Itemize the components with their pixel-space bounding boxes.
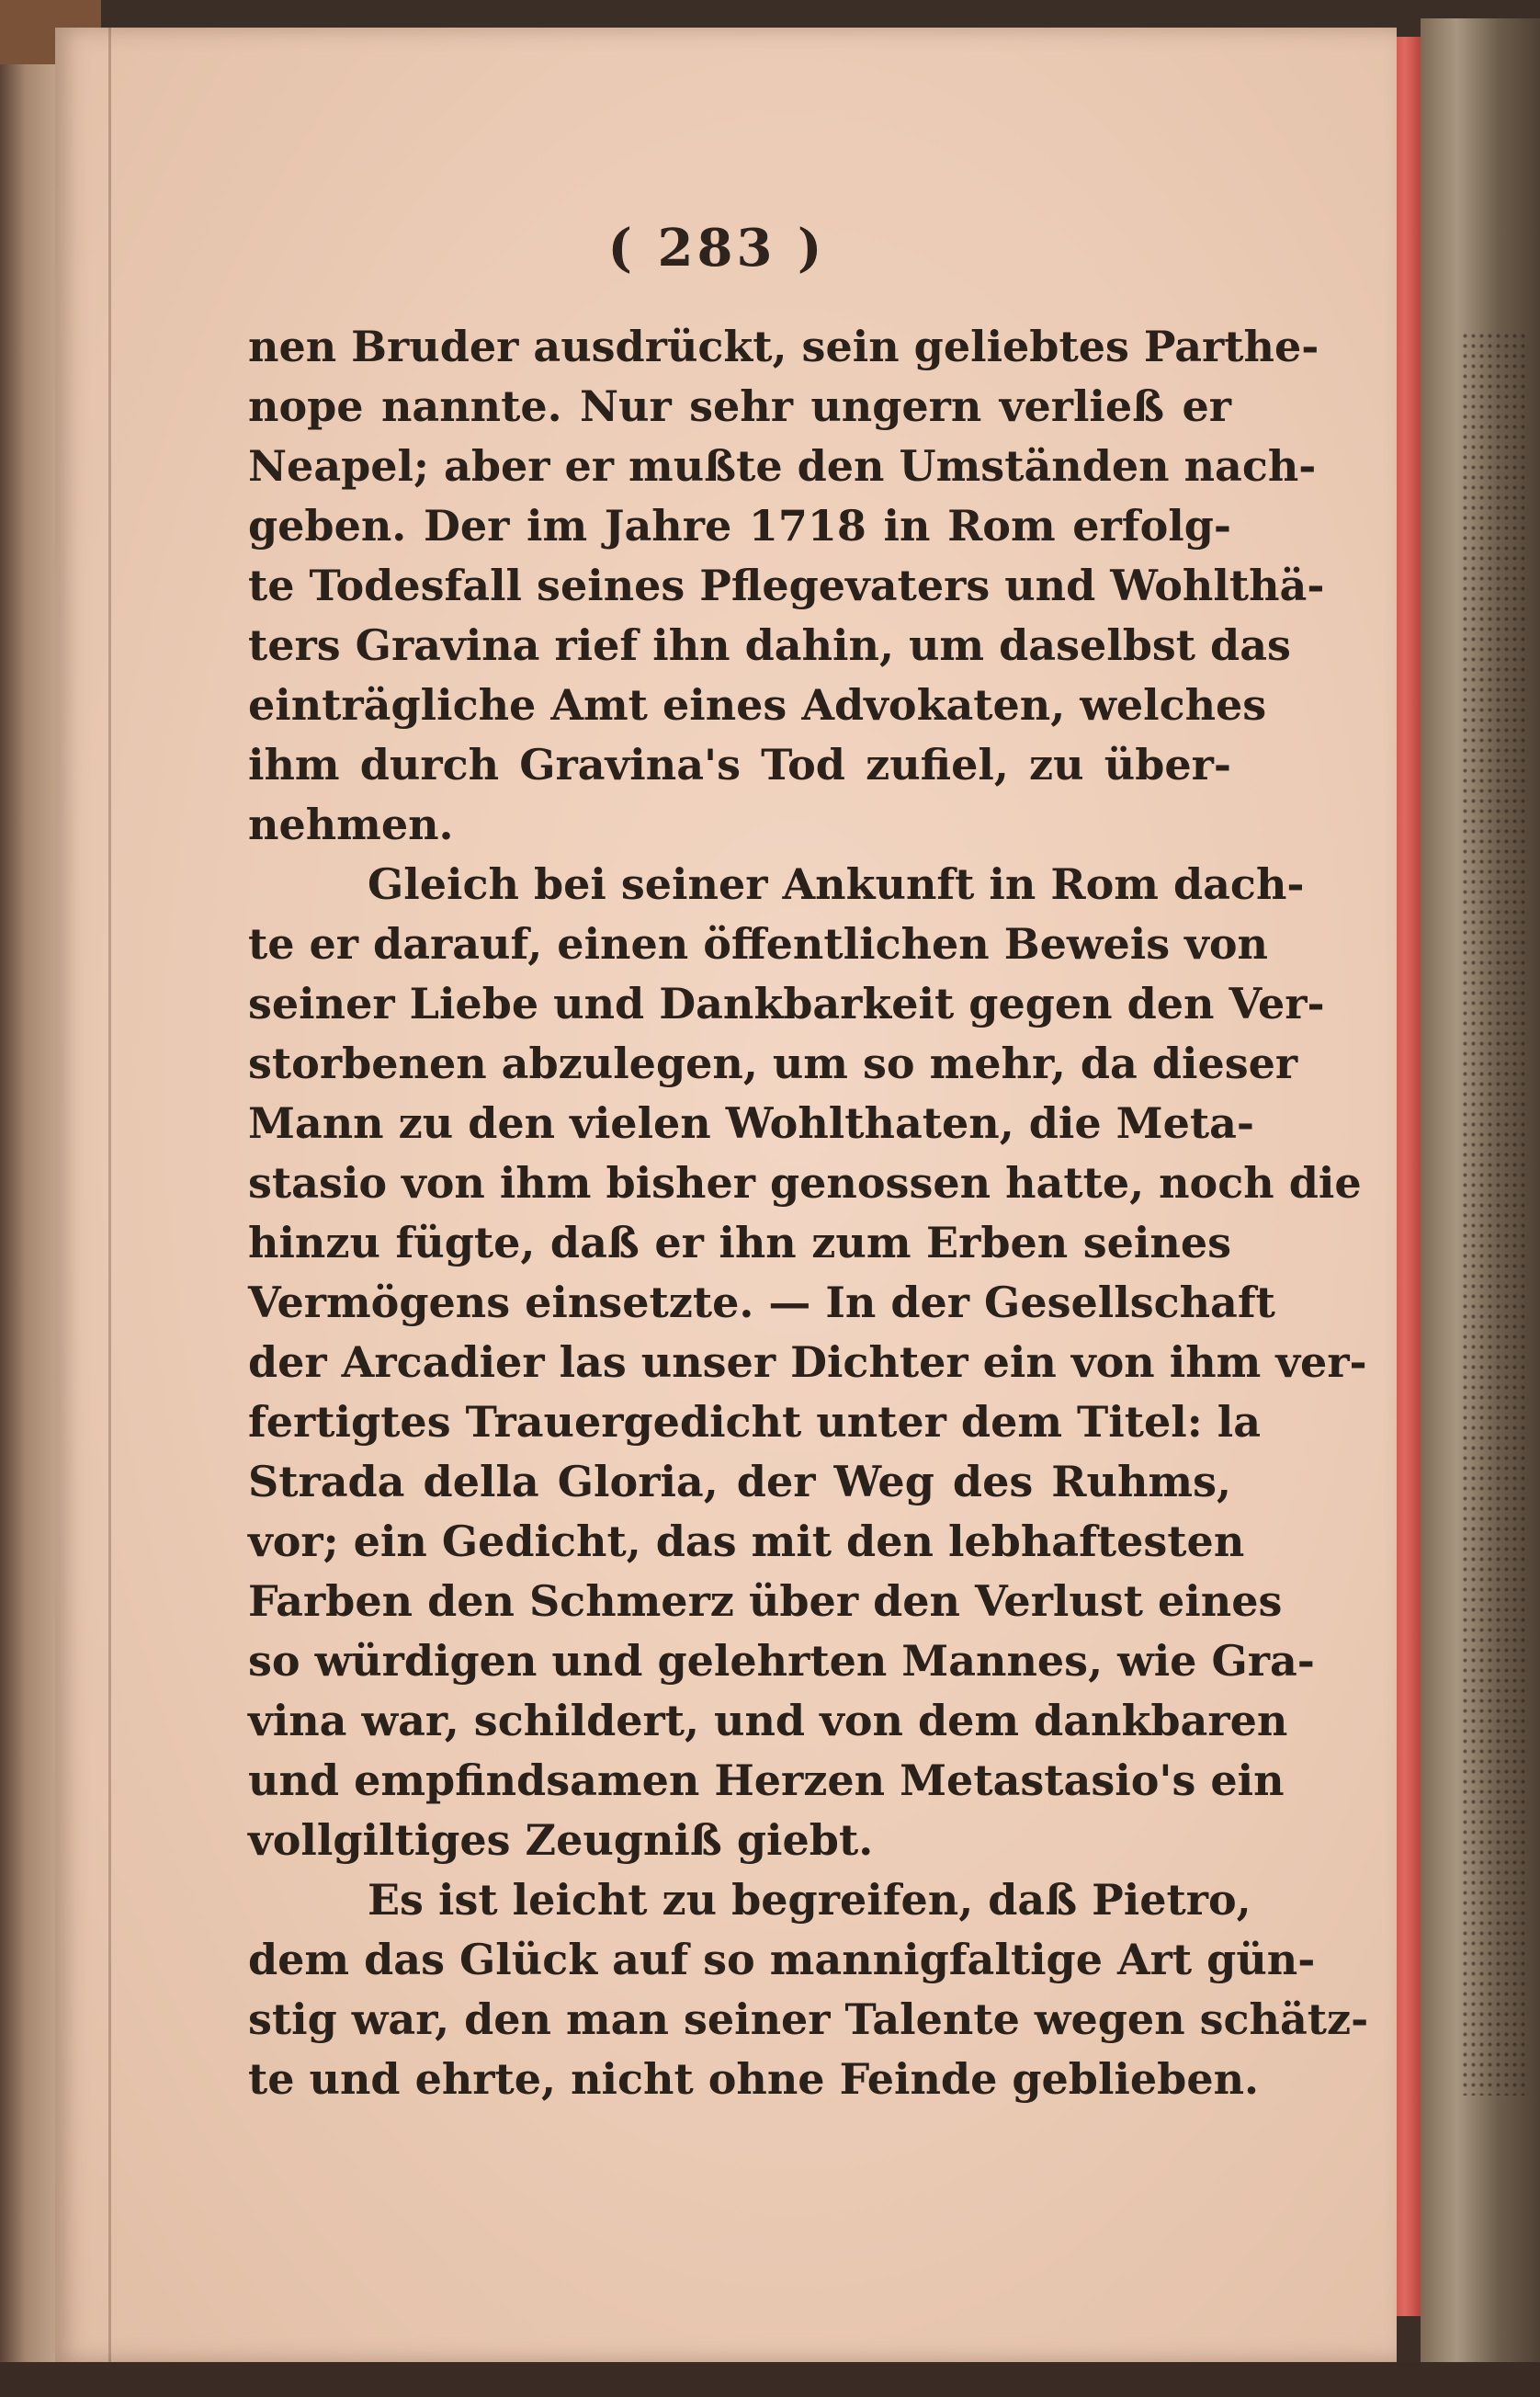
page-gutter <box>108 28 111 2362</box>
text-line: stasio von ihm bisher genossen hatte, noch die <box>248 1158 1362 1208</box>
paragraph-start-line: Gleich bei seiner Ankunft in Rom dach- <box>368 859 1305 909</box>
text-line: ihm durch Gravina's Tod zufiel, zu über- <box>248 740 1231 790</box>
text-line: Vermögens einsetzte. — In der Gesellschaft <box>248 1278 1275 1327</box>
text-line: Strada della Gloria, der Weg des Ruhms, <box>248 1457 1231 1506</box>
text-line: te und ehrte, nicht ohne Feinde geblieben. <box>248 2054 1260 2104</box>
paragraph-start-line: Es ist leicht zu begreifen, daß Pietro, <box>368 1875 1251 1925</box>
scan-bottom-edge <box>0 2362 1540 2397</box>
text-line: te er darauf, einen öffentlichen Beweis von <box>248 919 1268 969</box>
paragraph-end-line: nehmen. <box>248 800 454 849</box>
cover-texture <box>1461 331 1525 2096</box>
text-line: ters Gravina rief ihn dahin, um daselbst das <box>248 620 1291 670</box>
text-line: seiner Liebe und Dankbarkeit gegen den Ver- <box>248 979 1325 1028</box>
text-line: Neapel; aber er mußte den Umständen nach- <box>248 441 1317 491</box>
text-line: te Todesfall seines Pflegevaters und Wohlthä- <box>248 561 1325 610</box>
text-line: Farben den Schmerz über den Verlust eines <box>248 1576 1283 1626</box>
text-line: nope nannte. Nur sehr ungern verließ er <box>248 381 1231 431</box>
text-line: so würdigen und gelehrten Mannes, wie Gra- <box>248 1636 1315 1686</box>
text-line: der Arcadier las unser Dichter ein von ihm ver- <box>248 1337 1367 1387</box>
text-line: storbenen abzulegen, um so mehr, da dieser <box>248 1039 1298 1088</box>
text-line: fertigtes Trauergedicht unter dem Titel: la <box>248 1397 1262 1447</box>
page-body-text <box>248 317 1369 2109</box>
text-line: hinzu fügte, daß er ihn zum Erben seines <box>248 1218 1231 1267</box>
text-line: geben. Der im Jahre 1718 in Rom erfolg- <box>248 501 1231 551</box>
text-line: Mann zu den vielen Wohlthaten, die Meta- <box>248 1098 1255 1148</box>
text-line: einträgliche Amt eines Advokaten, welches <box>248 680 1267 730</box>
page-number: ( 283 ) <box>607 218 826 278</box>
text-line: nen Bruder ausdrückt, sein geliebtes Parthe- <box>248 322 1319 371</box>
text-line: vor; ein Gedicht, das mit den lebhaftesten <box>248 1517 1245 1566</box>
text-line: dem das Glück auf so mannigfaltige Art gün- <box>248 1935 1316 1984</box>
text-line: und empfindsamen Herzen Metastasio's ein <box>248 1755 1285 1805</box>
paragraph-end-line: vollgiltiges Zeugniß giebt. <box>248 1815 874 1865</box>
text-line: stig war, den man seiner Talente wegen schätz- <box>248 1994 1369 2044</box>
text-line: vina war, schildert, und von dem dankbaren <box>248 1696 1288 1745</box>
